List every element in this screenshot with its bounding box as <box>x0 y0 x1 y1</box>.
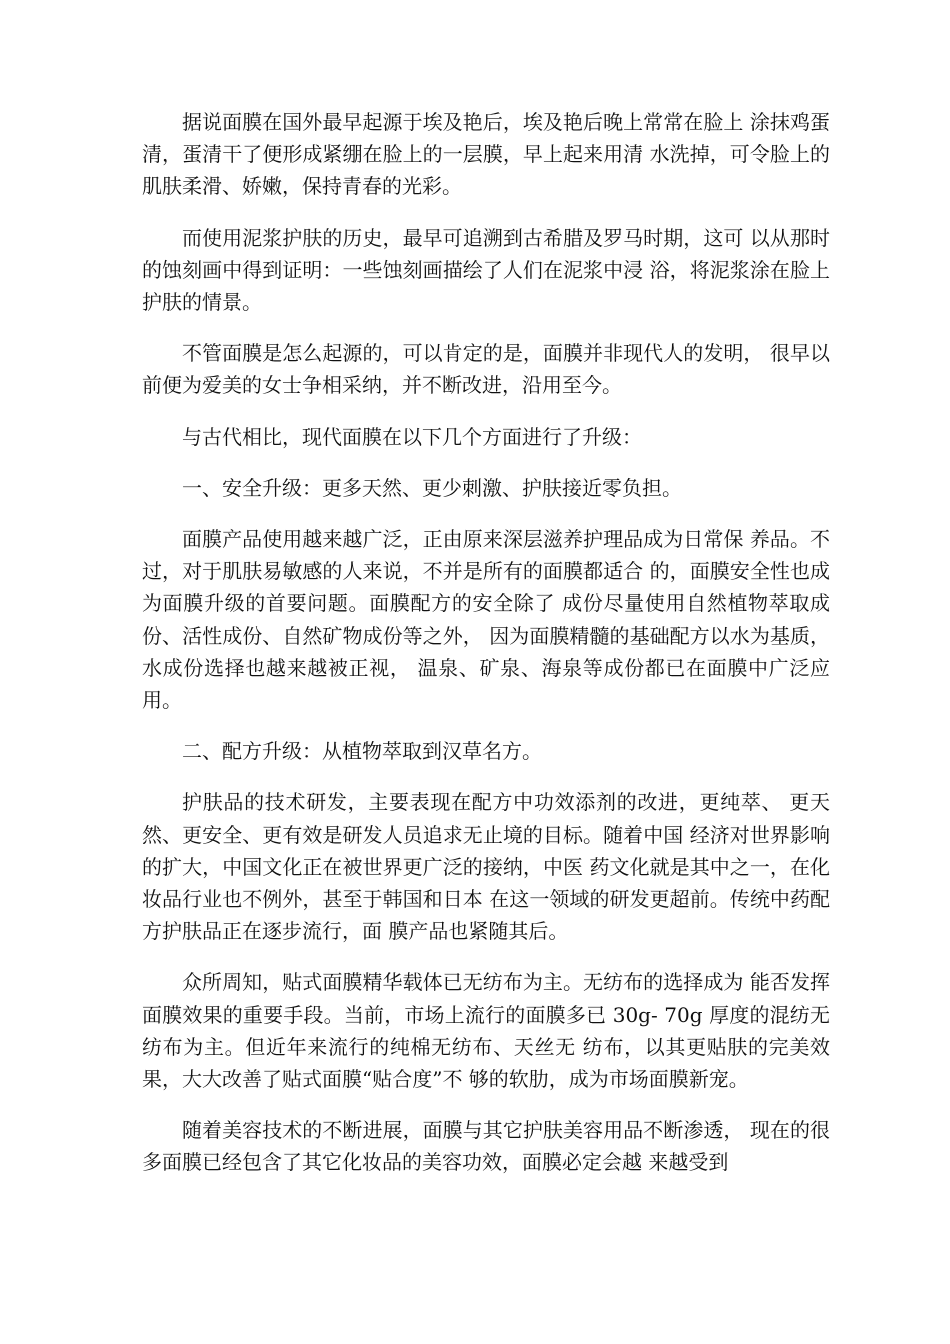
paragraph-beauty-tech: 随着美容技术的不断进展，面膜与其它护肤美容用品不断渗透， 现在的很多面膜已经包含了其它化妆品的美容功效，面膜必定会越 来越受到 <box>142 1118 830 1175</box>
heading-safety-upgrade: 一、安全升级：更多天然、更少刺激、护肤接近零负担。 <box>182 475 682 500</box>
paragraph-formula-details: 护肤品的技术研发，主要表现在配方中功效添剂的改进，更纯萃、 更天然、更安全、更有效是研发人员追求无止境的目标。随着中国 经济对世界影响的扩大，中国文化正在被世界更广泛的接纳，中医 药文化就是其中之一，在化妆品行业也不例外，甚至于韩国和日本 在这一领域的研发更超前。传统中药配方护肤品正在逐步流行，面 膜产品也紧随其后。 <box>142 790 830 944</box>
paragraph-nonwoven-fabric: 众所周知，贴式面膜精华载体已无纺布为主。无纺布的选择成为 能否发挥面膜效果的重要手段。当前，市场上流行的面膜多已 30g- 70g 厚度的混纺无纺布为主。但近年来流行的纯棉无纺布、天丝无 纺布，以其更贴肤的完美效果，大大改善了贴式面膜“贴合度”不 够的软肋，成为市场面膜新宠。 <box>142 970 830 1092</box>
paragraph-mud-history: 而使用泥浆护肤的历史，最早可追溯到古希腊及罗马时期，这可 以从那时的蚀刻画中得到证明：一些蚀刻画描绘了人们在泥浆中浸 浴，将泥浆涂在脸上护肤的情景。 <box>142 225 830 315</box>
paragraph-origin-egypt: 据说面膜在国外最早起源于埃及艳后，埃及艳后晚上常常在脸上 涂抹鸡蛋清，蛋清干了便形成紧绷在脸上的一层膜，早上起来用清 水洗掉，可令脸上的肌肤柔滑、娇嫩，保持青春的光彩。 <box>142 110 830 199</box>
paragraph-safety-details: 面膜产品使用越来越广泛，正由原来深层滋养护理品成为日常保 养品。不过，对于肌肤易敏感的人来说，不并是所有的面膜都适合 的，面膜安全性也成为面膜升级的首要问题。面膜配方的安全除了 成份尽量使用自然植物萃取成份、活性成份、自然矿物成份等之外， 因为面膜精髓的基础配方以水为基质，水成份选择也越来越被正视， 温泉、矿泉、海泉等成份都已在面膜中广泛应用。 <box>142 527 830 713</box>
paragraph-not-modern-invention: 不管面膜是怎么起源的，可以肯定的是，面膜并非现代人的发明， 很早以前便为爱美的女士争相采纳，并不断改进，沿用至今。 <box>142 341 830 398</box>
heading-formula-upgrade: 二、配方升级：从植物萃取到汉草名方。 <box>182 739 542 764</box>
paragraph-upgrade-intro: 与古代相比，现代面膜在以下几个方面进行了升级： <box>182 424 642 449</box>
document-body <box>142 106 830 1198</box>
